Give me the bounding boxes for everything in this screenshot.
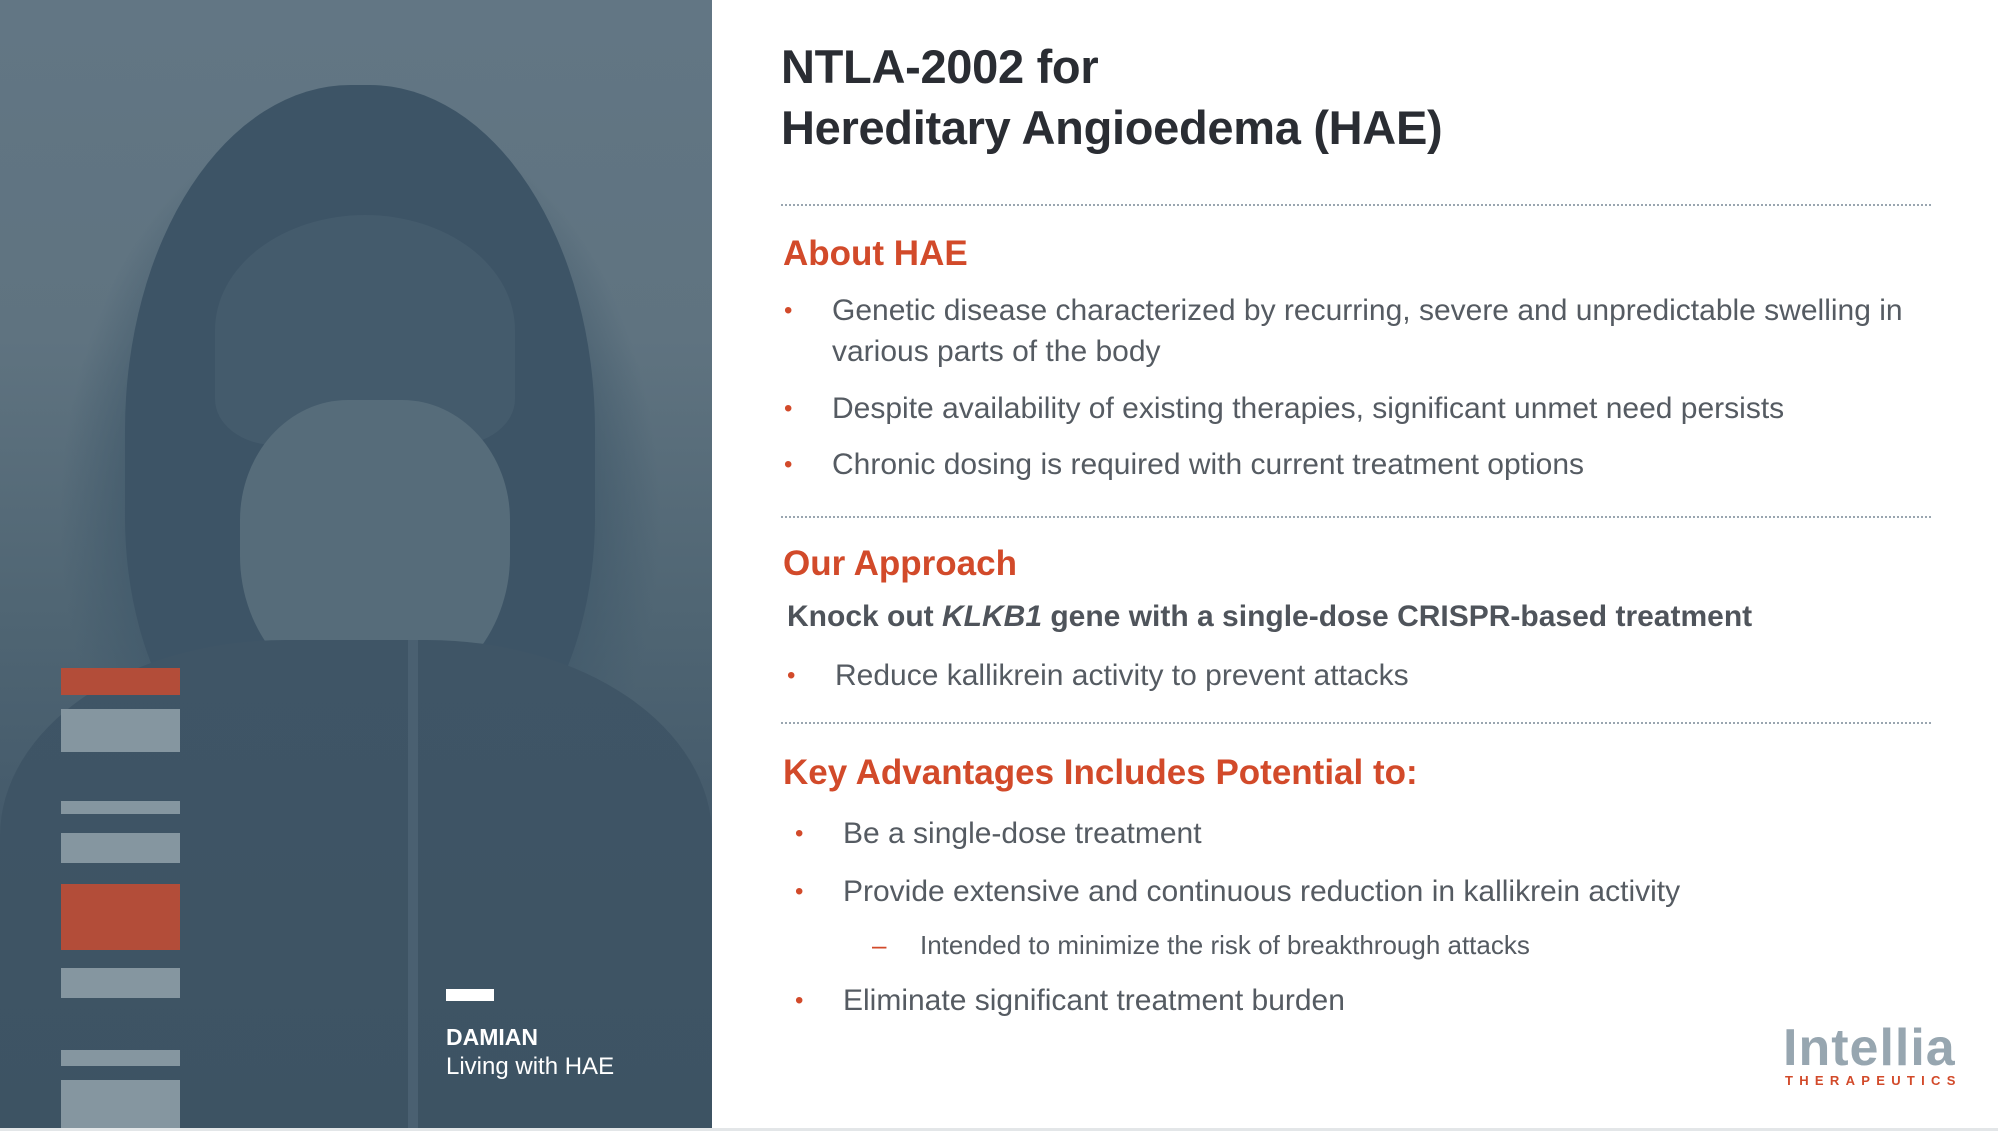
- decorative-bar-red: [61, 668, 180, 695]
- caption-subtitle: Living with HAE: [446, 1053, 615, 1080]
- about-bullet-1: • Genetic disease characterized by recurring, severe and unpredictable swelling in various parts of the body: [832, 290, 1912, 372]
- bullet-icon: •: [795, 820, 804, 847]
- section-divider: [781, 204, 1931, 206]
- advantage-bullet-3: • Eliminate significant treatment burden: [843, 980, 1345, 1021]
- bullet-icon: •: [784, 451, 793, 478]
- decorative-bar-gray: [61, 1050, 180, 1066]
- slide-title: [781, 36, 1442, 158]
- logo-tagline: THERAPEUTICS: [1785, 1073, 1962, 1088]
- title-line-1: NTLA-2002 for: [781, 40, 1099, 93]
- section-heading-advantages: Key Advantages Includes Potential to:: [783, 753, 1418, 792]
- caption-marker: [446, 989, 494, 1001]
- section-heading-approach: Our Approach: [783, 544, 1017, 583]
- patient-photo: [0, 0, 712, 1128]
- intellia-logo: [1783, 1020, 1965, 1088]
- title-line-2: Hereditary Angioedema (HAE): [781, 101, 1443, 154]
- gene-name: KLKB1: [942, 600, 1043, 633]
- about-bullet-2: • Despite availability of existing therapies, significant unmet need persists: [832, 388, 1784, 429]
- bullet-icon: •: [784, 395, 793, 422]
- bullet-icon: •: [787, 662, 796, 689]
- decorative-bar-gray: [61, 833, 180, 863]
- bullet-icon: •: [795, 878, 804, 905]
- bullet-icon: •: [795, 987, 804, 1014]
- approach-lead-statement: Knock out KLKB1 gene with a single-dose CRISPR-based treatment: [787, 600, 1753, 633]
- zipper-shape: [408, 640, 418, 1128]
- decorative-bar-red: [61, 884, 180, 950]
- decorative-bar-gray: [61, 1080, 180, 1128]
- caption-name: DAMIAN: [446, 1024, 538, 1050]
- approach-bullet-1: • Reduce kallikrein activity to prevent attacks: [835, 655, 1409, 696]
- decorative-bar-gray: [61, 968, 180, 998]
- logo-wordmark: Intellia: [1783, 1019, 1956, 1077]
- about-bullet-3: • Chronic dosing is required with current treatment options: [832, 444, 1584, 485]
- advantage-sub-bullet: – Intended to minimize the risk of breakthrough attacks: [872, 930, 1530, 960]
- decorative-bar-gray: [61, 801, 180, 814]
- section-divider: [781, 516, 1931, 518]
- dash-icon: –: [872, 930, 887, 960]
- bullet-icon: •: [784, 297, 793, 324]
- decorative-bar-gray: [61, 709, 180, 752]
- section-divider: [781, 722, 1931, 724]
- section-heading-about: About HAE: [783, 234, 968, 273]
- advantage-bullet-1: • Be a single-dose treatment: [843, 813, 1202, 854]
- advantage-bullet-2: • Provide extensive and continuous reduction in kallikrein activity: [843, 871, 1680, 912]
